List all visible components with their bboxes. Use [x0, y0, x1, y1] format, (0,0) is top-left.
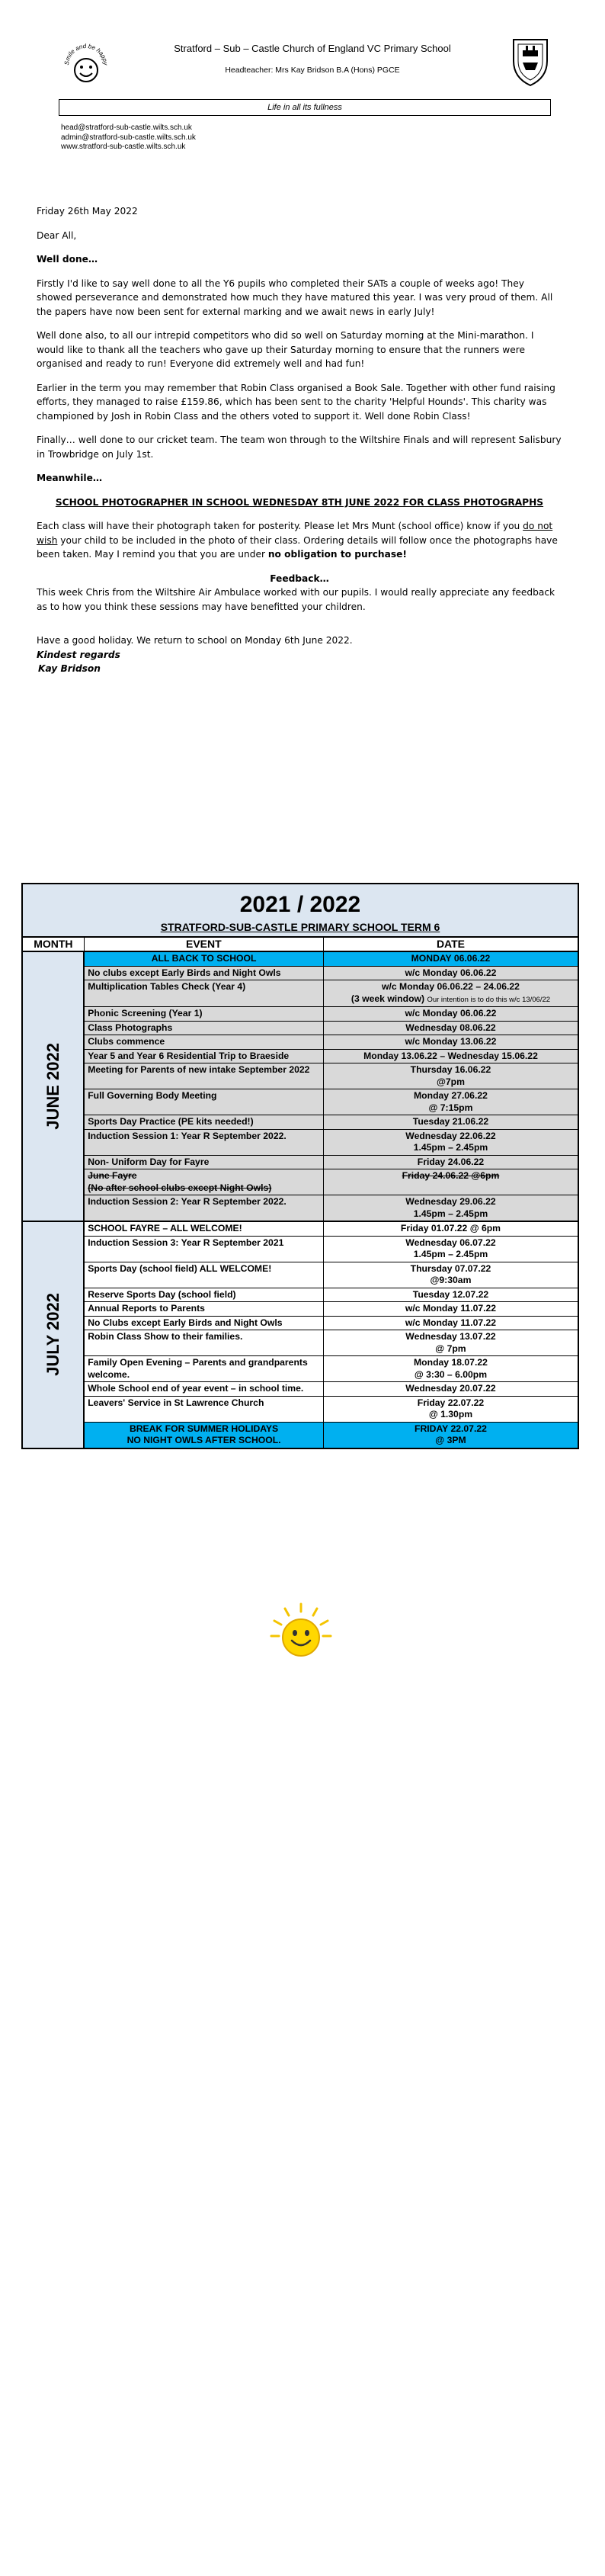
event-cell: Class Photographs	[84, 1021, 323, 1035]
date-note: Our intention is to do this w/c 13/06/22	[427, 995, 551, 1004]
table-row	[22, 1129, 578, 1155]
shield-crest-icon	[509, 35, 552, 88]
event-cell: Reserve Sports Day (school field)	[84, 1288, 323, 1302]
svg-text:Smile and be happy	[63, 43, 109, 66]
date-line: Monday 27.06.22	[414, 1090, 488, 1101]
date-cell: MONDAY 06.06.22	[323, 951, 578, 966]
month-july	[22, 1221, 84, 1448]
event-cell: Sports Day (school field) ALL WELCOME!	[84, 1262, 323, 1288]
photos-text-bold: no obligation to purchase!	[267, 549, 407, 560]
table-row	[22, 1302, 578, 1317]
paragraph-sats: Firstly I'd like to say well done to all the Y6 pupils who completed their SATs a couple of weeks ago! They showed perseverance and demonstrated how much they have matured this year. I was very proud of them. All the papers have now been sent for external marking and we await news in early July!	[37, 277, 553, 317]
table-row	[22, 1236, 578, 1262]
event-line-2: NO NIGHT OWLS AFTER SCHOOL.	[126, 1435, 281, 1445]
date-cell	[323, 1195, 578, 1222]
table-row	[22, 1021, 578, 1035]
table-row	[22, 1356, 578, 1382]
calendar-school-term: STRATFORD-SUB-CASTLE PRIMARY SCHOOL TERM 6	[22, 921, 578, 937]
paragraph-book-sale: Earlier in the term you may remember that Robin Class organised a Book Sale. Together with other fund raising efforts, they managed to raise £159.86, which has been sent to the charity 'Helpful Hounds'. This charity was championed by Josh in Robin Class and the others voted to support it. Well done Robin Class!	[37, 382, 555, 422]
col-month-header: MONTH	[22, 937, 84, 952]
paragraph-photos	[37, 519, 562, 562]
month-july-label: JULY 2022	[43, 1293, 62, 1377]
date-line-2: 1.45pm – 2.45pm	[413, 1249, 488, 1259]
event-cell: Sports Day Practice (PE kits needed!)	[84, 1115, 323, 1130]
date-cell: Wednesday 08.06.22	[323, 1021, 578, 1035]
event-cell: Leavers' Service in St Lawrence Church	[84, 1396, 323, 1422]
date-cell	[323, 1422, 578, 1448]
motto-box: Life in all its fullness	[59, 99, 551, 116]
event-cell: Family Open Evening – Parents and grandparents welcome.	[84, 1356, 323, 1382]
date-cell	[323, 1236, 578, 1262]
date-line-2: (3 week window)	[351, 993, 425, 1004]
date-line: Friday 22.07.22	[417, 1397, 485, 1408]
letter-date: Friday 26th May 2022	[37, 206, 138, 217]
date-line: Wednesday 13.07.22	[405, 1331, 496, 1342]
paragraph-mini-marathon: Well done also, to all our intrepid competitors who did so well on Saturday morning at the Mini-marathon. I would like to thank all the teachers who gave up their Saturday morning to ensure that the runners were organised and ready to run! Everyone did extremely well and had fun!	[37, 330, 534, 369]
date-cell: Friday 01.07.22 @ 6pm	[323, 1221, 578, 1236]
event-cell	[84, 1169, 323, 1195]
date-cell	[323, 1356, 578, 1382]
photographer-title: SCHOOL PHOTOGRAPHER IN SCHOOL WEDNESDAY 8TH JUNE 2022 FOR CLASS PHOTOGRAPHS	[55, 496, 544, 508]
event-cell: Whole School end of year event – in school time.	[84, 1382, 323, 1397]
event-cell: ALL BACK TO SCHOOL	[84, 951, 323, 966]
date-cell	[323, 1129, 578, 1155]
month-june-label: JUNE 2022	[43, 1043, 62, 1130]
event-cell: Induction Session 3: Year R September 2021	[84, 1236, 323, 1262]
date-cell	[323, 1063, 578, 1089]
date-line: Wednesday 06.07.22	[405, 1237, 496, 1248]
date-cell: w/c Monday 11.07.22	[323, 1316, 578, 1330]
feedback-heading: Feedback…	[270, 573, 329, 584]
date-line: Thursday 07.07.22	[410, 1262, 491, 1274]
col-date-header: DATE	[323, 937, 578, 952]
event-cell: No Clubs except Early Birds and Night Owls	[84, 1316, 323, 1330]
event-cell: Multiplication Tables Check (Year 4)	[84, 980, 323, 1007]
table-row	[22, 951, 578, 966]
smiley-logo-icon	[59, 37, 113, 90]
col-event-header: EVENT	[84, 937, 323, 952]
event-line-2: (No after school clubs except Night Owls)	[88, 1182, 272, 1193]
date-cell: w/c Monday 11.07.22	[323, 1302, 578, 1317]
table-row	[22, 1396, 578, 1422]
event-cell: No clubs except Early Birds and Night Owls	[84, 966, 323, 980]
table-row	[22, 1422, 578, 1448]
date-line: Monday 18.07.22	[414, 1357, 488, 1368]
date-cell: Friday 24.06.22	[323, 1155, 578, 1169]
table-row	[22, 1382, 578, 1397]
table-row	[22, 1035, 578, 1050]
photos-text-b: your child to be included in the photo of their class. Ordering details will follow once the photographs have been taken. May I remind you that you are under	[37, 534, 558, 560]
event-cell: Annual Reports to Parents	[84, 1302, 323, 1317]
table-row	[22, 1330, 578, 1356]
table-row	[22, 1221, 578, 1236]
date-cell	[323, 1396, 578, 1422]
photos-text-a: Each class will have their photograph taken for posterity. Please let Mrs Munt (school office) know if you	[37, 521, 523, 531]
table-row	[22, 1063, 578, 1089]
table-row	[22, 1007, 578, 1022]
table-row	[22, 980, 578, 1007]
month-june	[22, 951, 84, 1221]
table-row	[22, 1089, 578, 1115]
date-line: Wednesday 29.06.22	[405, 1196, 496, 1207]
event-cell: Induction Session 2: Year R September 2022.	[84, 1195, 323, 1222]
date-cell	[323, 980, 578, 1007]
meanwhile-heading: Meanwhile…	[37, 473, 103, 483]
event-cell: Year 5 and Year 6 Residential Trip to Braeside	[84, 1049, 323, 1063]
date-cell	[323, 1330, 578, 1356]
date-line-2: @7pm	[437, 1076, 465, 1087]
date-cell: w/c Monday 13.06.22	[323, 1035, 578, 1050]
event-line: June Fayre	[88, 1170, 137, 1181]
logo-text: Smile and be happy	[62, 42, 110, 66]
paragraph-cricket: Finally… well done to our cricket team. The team won through to the Wiltshire Finals and will represent Salisbury in Trowbridge on July 1st.	[37, 435, 562, 460]
signature: Kay Bridson	[38, 663, 101, 674]
table-row	[22, 1115, 578, 1130]
photos-text-underlined: do not wish	[37, 521, 553, 546]
event-cell: Meeting for Parents of new intake September 2022	[84, 1063, 323, 1089]
table-row	[22, 1155, 578, 1169]
date-line: w/c Monday 06.06.22 – 24.06.22	[382, 981, 520, 992]
letter-greeting: Dear All,	[37, 229, 77, 241]
date-line-2: 1.45pm – 2.45pm	[413, 1208, 488, 1219]
paragraph-holiday: Have a good holiday. We return to school on Monday 6th June 2022.	[37, 635, 353, 646]
event-cell: Non- Uniform Day for Fayre	[84, 1155, 323, 1169]
date-cell	[323, 1089, 578, 1115]
date-cell: Monday 13.06.22 – Wednesday 15.06.22	[323, 1049, 578, 1063]
date-line-2: @ 1.30pm	[428, 1409, 473, 1420]
date-line-2: @ 3PM	[435, 1435, 466, 1445]
sun-icon	[267, 1601, 335, 1662]
table-row	[22, 1288, 578, 1302]
table-row	[22, 1262, 578, 1288]
date-line-2: 1.45pm – 2.45pm	[413, 1142, 488, 1153]
event-cell: Robin Class Show to their families.	[84, 1330, 323, 1356]
paragraph-feedback: This week Chris from the Wiltshire Air Ambulace worked with our pupils. I would really appreciate any feedback as to how you think these sessions may have benefitted your children.	[37, 587, 555, 612]
date-cell: w/c Monday 06.06.22	[323, 966, 578, 980]
event-cell: Induction Session 1: Year R September 2022.	[84, 1129, 323, 1155]
date-line-2: @ 3:30 – 6.00pm	[414, 1368, 488, 1380]
event-cell: Phonic Screening (Year 1)	[84, 1007, 323, 1022]
signoff: Kindest regards	[37, 649, 120, 660]
table-row	[22, 1169, 578, 1195]
term-calendar-table	[21, 883, 579, 1449]
date-line: Thursday 16.06.22	[410, 1064, 491, 1075]
event-cell: Full Governing Body Meeting	[84, 1089, 323, 1115]
date-cell: Friday 24.06.22 @6pm	[323, 1169, 578, 1195]
event-cell: SCHOOL FAYRE – ALL WELCOME!	[84, 1221, 323, 1236]
date-cell: Tuesday 21.06.22	[323, 1115, 578, 1130]
event-cell	[84, 1422, 323, 1448]
date-cell: Wednesday 20.07.22	[323, 1382, 578, 1397]
well-done-heading: Well done…	[37, 254, 98, 265]
date-line-2: @ 7pm	[435, 1343, 466, 1354]
table-row	[22, 1195, 578, 1222]
table-row	[22, 966, 578, 980]
date-line: Wednesday 22.06.22	[405, 1130, 496, 1141]
calendar-year: 2021 / 2022	[22, 884, 578, 921]
date-cell: Tuesday 12.07.22	[323, 1288, 578, 1302]
school-name: Stratford – Sub – Castle Church of England VC Primary School	[174, 43, 451, 54]
date-cell: w/c Monday 06.06.22	[323, 1007, 578, 1022]
event-line: BREAK FOR SUMMER HOLIDAYS	[129, 1423, 279, 1434]
date-line-2: @9:30am	[430, 1275, 472, 1285]
contact-admin-email[interactable]: admin@stratford-sub-castle.wilts.sch.uk	[61, 133, 196, 142]
newsletter-letter	[37, 204, 562, 676]
event-cell: Clubs commence	[84, 1035, 323, 1050]
table-row	[22, 1049, 578, 1063]
date-line-2: @ 7:15pm	[428, 1102, 473, 1113]
headteacher-line: Headteacher: Mrs Kay Bridson B.A (Hons) PGCE	[225, 66, 400, 75]
date-line: FRIDAY 22.07.22	[415, 1423, 487, 1434]
contact-website[interactable]: www.stratford-sub-castle.wilts.sch.uk	[61, 143, 186, 151]
contact-head-email[interactable]: head@stratford-sub-castle.wilts.sch.uk	[61, 124, 192, 132]
contact-list	[61, 124, 196, 152]
date-cell	[323, 1262, 578, 1288]
table-row	[22, 1316, 578, 1330]
